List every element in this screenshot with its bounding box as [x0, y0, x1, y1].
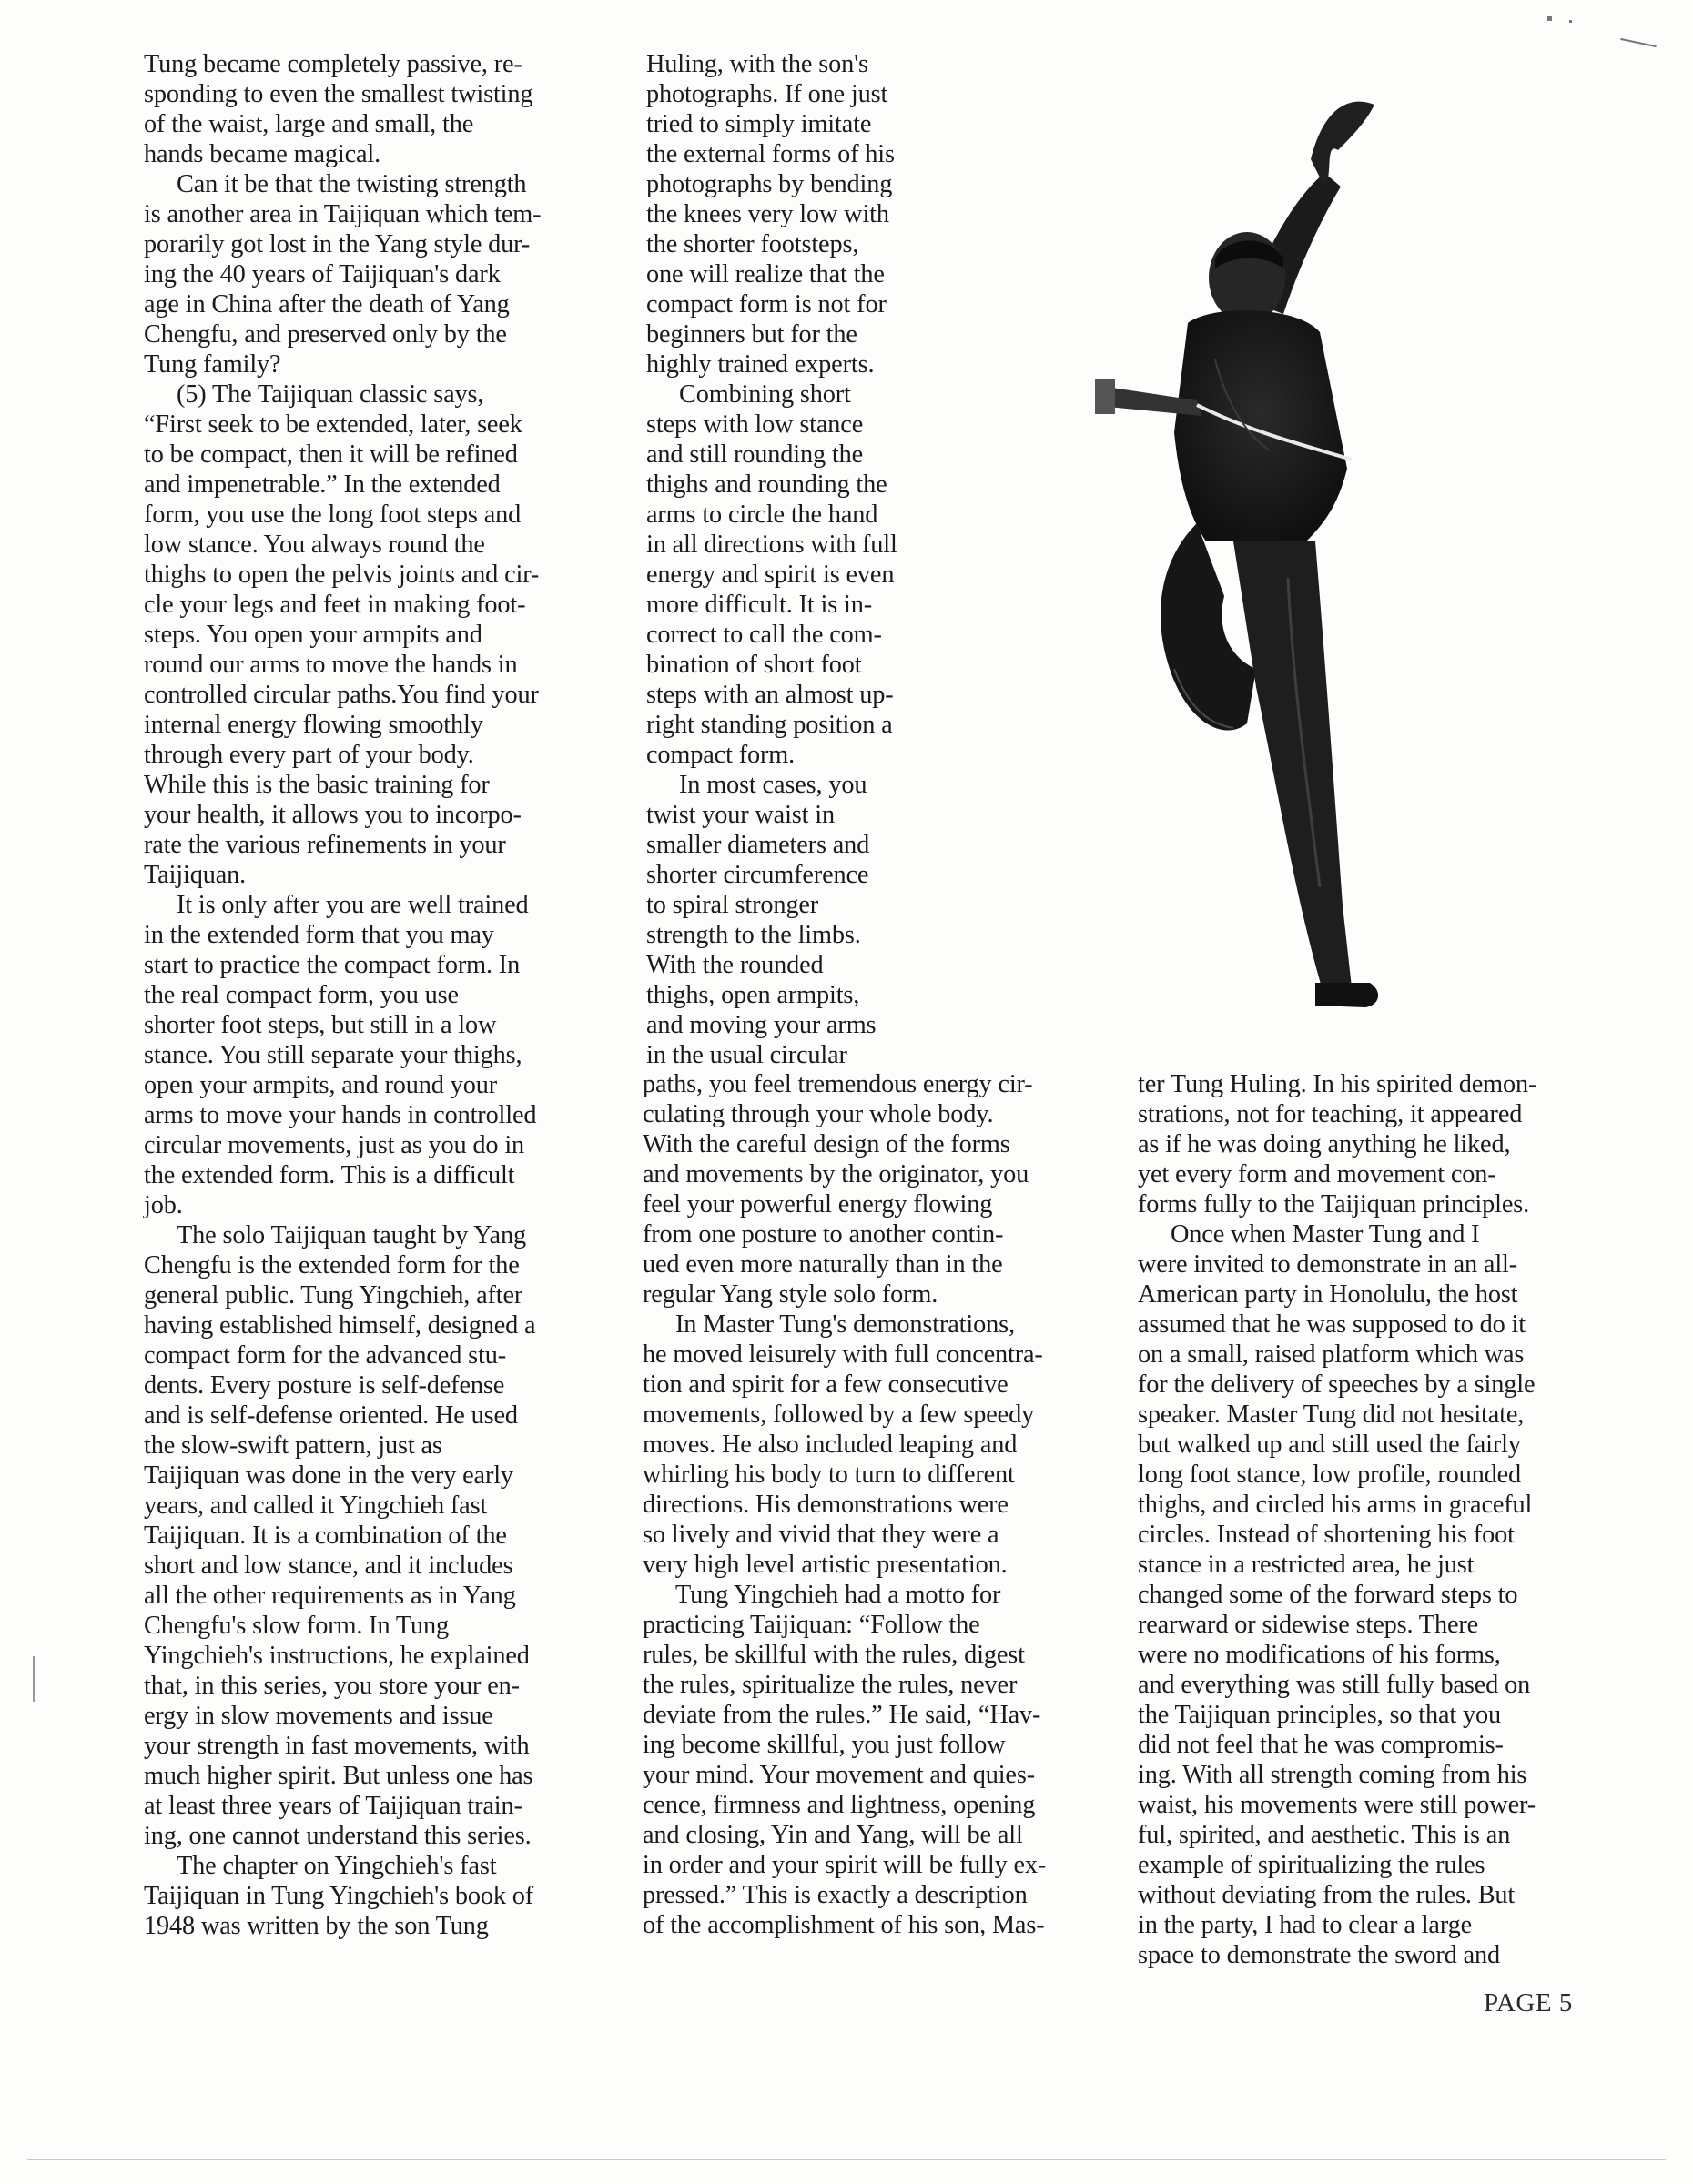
text-line: shorter foot steps, but still in a low [144, 1011, 497, 1039]
text-line: one will realize that the [646, 260, 885, 288]
text-line: more difficult. It is in- [646, 591, 872, 619]
text-line: compact form is not for [646, 290, 887, 318]
text-line: rules, be skillful with the rules, digest [643, 1641, 1025, 1669]
text-line: without deviating from the rules. But [1138, 1881, 1516, 1909]
text-line: for the delivery of speeches by a single [1138, 1370, 1536, 1399]
text-line: porarily got lost in the Yang style dur- [144, 230, 531, 258]
text-line: speaker. Master Tung did not hesitate, [1138, 1400, 1525, 1429]
text-line: correct to call the com- [646, 621, 882, 649]
text-line: thighs and rounding the [646, 470, 887, 499]
text-line: much higher spirit. But unless one has [144, 1762, 533, 1790]
foot [1315, 983, 1378, 1007]
text-line: in the usual circular [646, 1041, 847, 1069]
text-line: movements, followed by a few speedy [643, 1400, 1035, 1429]
text-line: in all directions with full [646, 531, 897, 559]
page-number: PAGE 5 [1484, 1988, 1573, 2017]
text-line: the slow-swift pattern, just as [144, 1431, 442, 1460]
text-line: sponding to even the smallest twisting [144, 80, 533, 108]
text-line: open your armpits, and round your [144, 1071, 497, 1099]
text-line: your mind. Your movement and quies- [643, 1761, 1035, 1789]
text-line: arms to circle the hand [646, 500, 878, 529]
text-line: and still rounding the [646, 440, 863, 469]
text-line: the extended form. This is a difficult [144, 1161, 515, 1189]
text-line: your strength in fast movements, with [144, 1732, 530, 1760]
text-line: assumed that he was supposed to do it [1138, 1310, 1526, 1339]
text-line: Combining short [679, 380, 851, 409]
text-line: Taijiquan was done in the very early [144, 1461, 513, 1490]
text-line: paths, you feel tremendous energy cir- [643, 1070, 1033, 1098]
text-line: beginners but for the [646, 320, 857, 349]
text-line: the knees very low with [646, 200, 889, 228]
text-line: ing become skillful, you just follow [643, 1731, 1006, 1759]
text-line: compact form. [646, 741, 796, 769]
text-line: forms fully to the Taijiquan principles. [1138, 1190, 1530, 1218]
text-line: long foot stance, low profile, rounded [1138, 1461, 1522, 1489]
text-line: all the other requirements as in Yang [144, 1582, 516, 1610]
text-line: feel your powerful energy flowing [643, 1190, 993, 1218]
text-line: The chapter on Yingchieh's fast [177, 1852, 497, 1880]
text-line: Taijiquan. [144, 861, 247, 889]
text-line: that, in this series, you store your en- [144, 1672, 520, 1700]
text-line: hands became magical. [144, 140, 381, 168]
text-line: American party in Honolulu, the host [1138, 1280, 1518, 1309]
text-line: so lively and vivid that they were a [643, 1521, 999, 1549]
text-line: thighs to open the pelvis joints and cir- [144, 561, 540, 589]
text-line: from one posture to another contin- [643, 1220, 1004, 1249]
text-line: steps with an almost up- [646, 681, 894, 709]
text-line: controlled circular paths.You find your [144, 681, 539, 709]
text-line: smaller diameters and [646, 831, 870, 859]
text-line: and everything was still fully based on [1138, 1671, 1531, 1699]
sword-form-figure [1051, 86, 1424, 1042]
text-line: example of spiritualizing the rules [1138, 1851, 1485, 1879]
text-line: “First seek to be extended, later, seek [144, 410, 522, 439]
text-line: in the party, I had to clear a large [1138, 1911, 1473, 1939]
text-line: Yingchieh's instructions, he explained [144, 1642, 530, 1670]
text-line: tion and spirit for a few consecutive [643, 1370, 1009, 1399]
text-line: were no modifications of his forms, [1138, 1641, 1501, 1669]
text-line: Taijiquan. It is a combination of the [144, 1522, 507, 1550]
text-line: ful, spirited, and aesthetic. This is an [1138, 1821, 1511, 1849]
text-line: thighs, open armpits, [646, 981, 860, 1009]
text-line: and closing, Yin and Yang, will be all [643, 1821, 1023, 1849]
text-line: Chengfu's slow form. In Tung [144, 1612, 449, 1640]
text-line: culating through your whole body. [643, 1100, 994, 1128]
text-line: shorter circumference [646, 861, 869, 889]
text-line: practicing Taijiquan: “Follow the [643, 1611, 980, 1639]
text-line: is another area in Taijiquan which tem- [144, 200, 542, 228]
text-line: circles. Instead of shortening his foot [1138, 1521, 1515, 1549]
text-line: the rules, spiritualize the rules, never [643, 1671, 1018, 1699]
text-line: right standing position a [646, 711, 893, 739]
text-line: but walked up and still used the fairly [1138, 1431, 1521, 1459]
text-line: It is only after you are well trained [177, 891, 529, 919]
scan-mark [1620, 38, 1657, 47]
text-line: strations, not for teaching, it appeared [1138, 1100, 1523, 1128]
text-line: photographs by bending [646, 170, 893, 198]
text-line: at least three years of Taijiquan train- [144, 1792, 522, 1820]
text-column-1 [144, 49, 599, 1941]
text-line: and is self-defense oriented. He used [144, 1401, 518, 1430]
text-line: Chengfu is the extended form for the [144, 1251, 520, 1279]
text-line: whirling his body to turn to different [643, 1461, 1015, 1489]
text-line: having established himself, designed a [144, 1311, 536, 1340]
text-line: In most cases, you [679, 771, 867, 799]
text-column-2-top [646, 49, 947, 1070]
text-line: dents. Every posture is self-defense [144, 1371, 505, 1400]
text-line: through every part of your body. [144, 741, 474, 769]
text-line: stance in a restricted area, he just [1138, 1551, 1475, 1579]
text-line: years, and called it Yingchieh fast [144, 1491, 488, 1520]
scan-mark [33, 1656, 35, 1702]
text-line: The solo Taijiquan taught by Yang [177, 1221, 526, 1249]
text-line: did not feel that he was compromis- [1138, 1731, 1504, 1759]
text-line: stance. You still separate your thighs, [144, 1041, 522, 1069]
text-line: low stance. You always round the [144, 531, 485, 559]
text-line: Tung family? [144, 350, 281, 379]
text-line: moves. He also included leaping and [643, 1431, 1018, 1459]
text-line: to be compact, then it will be refined [144, 440, 518, 469]
text-line: energy and spirit is even [646, 561, 895, 589]
text-line: the Taijiquan principles, so that you [1138, 1701, 1502, 1729]
text-line: deviate from the rules.” He said, “Hav- [643, 1701, 1041, 1729]
text-line: tried to simply imitate [646, 110, 872, 138]
text-line: the external forms of his [646, 140, 895, 168]
text-line: regular Yang style solo form. [643, 1280, 938, 1309]
text-line: photographs. If one just [646, 80, 888, 108]
text-line: of the accomplishment of his son, Mas- [643, 1911, 1045, 1939]
text-column-3 [1138, 1069, 1611, 1970]
text-line: bination of short foot [646, 651, 862, 679]
scan-speck [1569, 20, 1572, 23]
text-column-2-bottom [643, 1069, 1098, 1940]
text-line: ing. With all strength coming from his [1138, 1761, 1527, 1789]
text-line: the real compact form, you use [144, 981, 459, 1009]
text-line: While this is the basic training for [144, 771, 490, 799]
text-line: highly trained experts. [646, 350, 875, 379]
text-line: as if he was doing anything he liked, [1138, 1130, 1511, 1158]
text-line: strength to the limbs. [646, 921, 861, 949]
text-line: 1948 was written by the son Tung [144, 1912, 489, 1940]
text-line: (5) The Taijiquan classic says, [177, 380, 484, 409]
text-line: to spiral stronger [646, 891, 819, 919]
text-line: in the extended form that you may [144, 921, 494, 949]
text-line: form, you use the long foot steps and [144, 500, 522, 529]
text-line: in order and your spirit will be fully ex- [643, 1851, 1047, 1879]
text-line: Tung Yingchieh had a motto for [675, 1581, 1001, 1609]
text-line: Huling, with the son's [646, 50, 868, 78]
text-line: ter Tung Huling. In his spirited demon- [1138, 1070, 1537, 1098]
text-line: ing the 40 years of Taijiquan's dark [144, 260, 501, 288]
standing-leg [1233, 541, 1352, 996]
text-line: start to practice the compact form. In [144, 951, 521, 979]
bottom-rule [27, 2159, 1666, 2160]
scan-speck [1547, 16, 1552, 21]
text-line: the shorter footsteps, [646, 230, 859, 258]
text-line: waist, his movements were still power- [1138, 1791, 1536, 1819]
text-line: space to demonstrate the sword and [1138, 1941, 1501, 1969]
text-line: ergy in slow movements and issue [144, 1702, 493, 1730]
text-line: short and low stance, and it includes [144, 1552, 513, 1580]
text-line: changed some of the forward steps to [1138, 1581, 1518, 1609]
text-line: ued even more naturally than in the [643, 1250, 1003, 1279]
text-line: round our arms to move the hands in [144, 651, 518, 679]
text-line: rearward or sidewise steps. There [1138, 1611, 1479, 1639]
text-line: he moved leisurely with full concentra- [643, 1340, 1043, 1369]
text-line: cle your legs and feet in making foot- [144, 591, 526, 619]
text-line: yet every form and movement con- [1138, 1160, 1496, 1188]
text-line: general public. Tung Yingchieh, after [144, 1281, 523, 1309]
text-line: twist your waist in [646, 801, 836, 829]
text-line: cence, firmness and lightness, opening [643, 1791, 1036, 1819]
text-line: and impenetrable.” In the extended [144, 470, 501, 499]
text-line: age in China after the death of Yang [144, 290, 510, 318]
raised-hand [1311, 102, 1374, 187]
text-line: Tung became completely passive, re- [144, 50, 522, 78]
text-line: In Master Tung's demonstrations, [675, 1310, 1015, 1339]
text-line: Once when Master Tung and I [1171, 1220, 1480, 1249]
torso [1174, 310, 1347, 541]
text-line: your health, it allows you to incorpo- [144, 801, 522, 829]
text-line: on a small, raised platform which was [1138, 1340, 1525, 1369]
text-line: pressed.” This is exactly a description [643, 1881, 1028, 1909]
text-line: very high level artistic presentation. [643, 1551, 1008, 1579]
text-line: internal energy flowing smoothly [144, 711, 483, 739]
text-line: steps. You open your armpits and [144, 621, 482, 649]
text-line: With the rounded [646, 951, 824, 979]
text-line: arms to move your hands in controlled [144, 1101, 537, 1129]
text-line: of the waist, large and small, the [144, 110, 474, 138]
text-line: compact form for the advanced stu- [144, 1341, 506, 1370]
text-line: and movements by the originator, you [643, 1160, 1029, 1188]
text-line: and moving your arms [646, 1011, 877, 1039]
text-line: rate the various refinements in your [144, 831, 506, 859]
text-line: With the careful design of the forms [643, 1130, 1010, 1158]
text-line: Taijiquan in Tung Yingchieh's book of [144, 1882, 534, 1910]
text-line: ing, one cannot understand this series. [144, 1822, 532, 1850]
text-line: directions. His demonstrations were [643, 1491, 1009, 1519]
text-line: steps with low stance [646, 410, 864, 439]
text-line: Can it be that the twisting strength [177, 170, 527, 198]
martial-artist-photo [1051, 86, 1424, 1042]
text-line: thighs, and circled his arms in graceful [1138, 1491, 1533, 1519]
text-line: Chengfu, and preserved only by the [144, 320, 507, 349]
text-line: job. [144, 1191, 183, 1219]
text-line: circular movements, just as you do in [144, 1131, 525, 1159]
text-line: were invited to demonstrate in an all- [1138, 1250, 1518, 1279]
